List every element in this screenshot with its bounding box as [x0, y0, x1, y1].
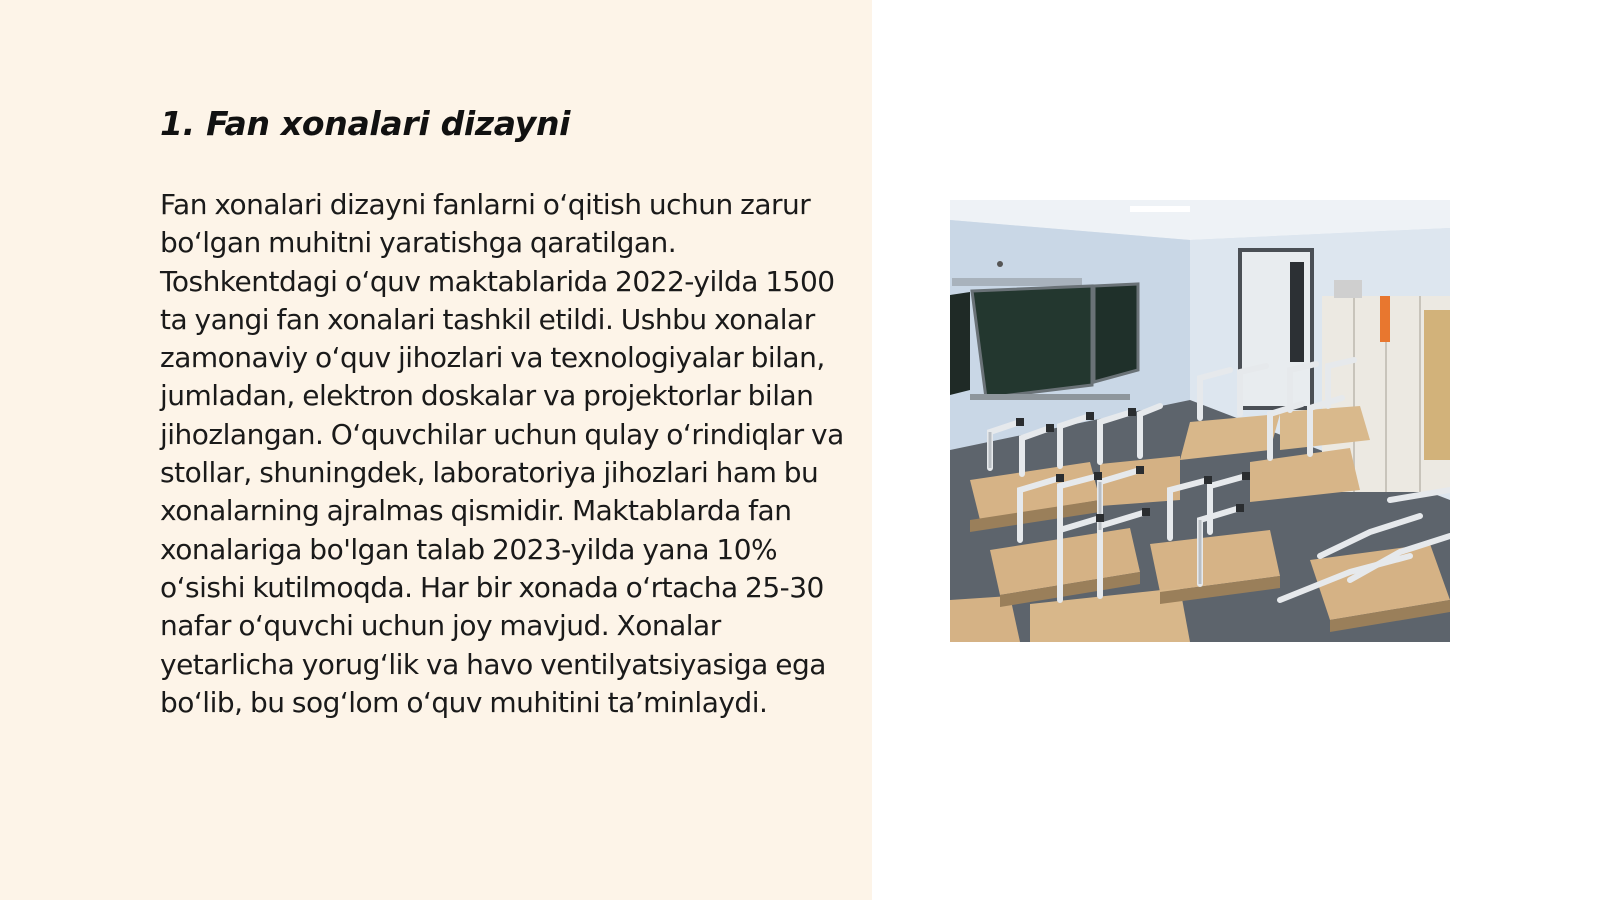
slide-body-text: Fan xonalari dizayni fanlarni o‘qitish uchun zarur bo‘lgan muhitni yaratishga qaratilgan. Toshkentdagi o‘quv maktablarida 2022-yilda 1500 ta yangi fan xonalari tashkil etildi. Ushbu xonalar zamonaviy o‘quv jihozlari va texnologiyalar bilan, jumladan, elektron doskalar va projektorlar bilan jihozlangan. O‘quvchilar uchun qulay o‘rindiqlar va stollar, shuningdek, laboratoriya jihozlari ham bu xonalarning ajralmas qismidir. Maktablarda fan xonalariga bo'lgan talab 2023-yilda yana 10% o‘sishi kutilmoqda. Har bir xonada o‘rtacha 25-30 nafar o‘quvchi uchun joy mavjud. Xonalar yetarlicha yorug‘lik va havo ventilyatsiyasiga ega bo‘lib, bu sog‘lom o‘quv muhitini ta’minlaydi. — [160, 188, 844, 719]
classroom-photo — [950, 200, 1450, 642]
slide-title: 1. Fan xonalari dizayni — [160, 104, 571, 143]
